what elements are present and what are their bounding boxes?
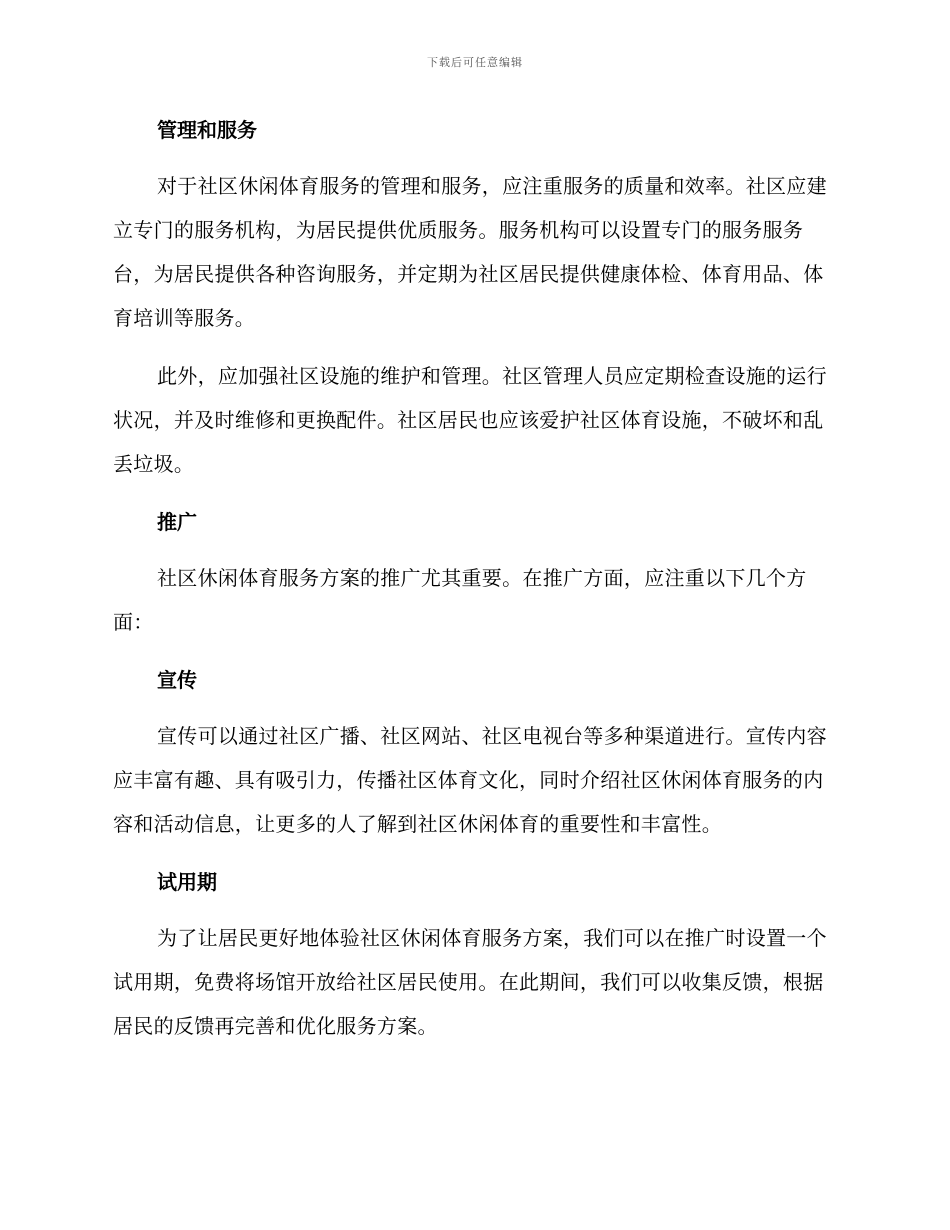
section-management-service (113, 108, 833, 500)
section-heading: 管理和服务 (157, 118, 257, 142)
section-heading: 宣传 (157, 668, 197, 692)
section-heading: 推广 (157, 510, 197, 534)
paragraph: 社区休闲体育服务方案的推广尤其重要。在推广方面，应注重以下几个方面： (113, 566, 807, 634)
section-promotion (113, 500, 833, 658)
section-publicity (113, 658, 833, 860)
section-trial-period (113, 860, 833, 1048)
page-header: 下载后可任意编辑 (427, 56, 523, 69)
section-heading: 试用期 (157, 870, 217, 894)
paragraph: 此外，应加强社区设施的维护和管理。社区管理人员应定期检查设施的运行状况，并及时维修和更换配件。社区居民也应该爱护社区体育设施，不破坏和乱丢垃圾。 (113, 364, 827, 476)
paragraph: 宣传可以通过社区广播、社区网站、社区电视台等多种渠道进行。宣传内容应丰富有趣、具有吸引力，传播社区体育文化，同时介绍社区休闲体育服务的内容和活动信息，让更多的人了解到社区休闲体育的重要性和丰富性。 (113, 724, 827, 836)
paragraph: 为了让居民更好地体验社区休闲体育服务方案，我们可以在推广时设置一个试用期，免费将场馆开放给社区居民使用。在此期间，我们可以收集反馈，根据居民的反馈再完善和优化服务方案。 (113, 926, 827, 1038)
document-body (113, 108, 833, 1048)
paragraph: 对于社区休闲体育服务的管理和服务，应注重服务的质量和效率。社区应建立专门的服务机构，为居民提供优质服务。服务机构可以设置专门的服务服务台，为居民提供各种咨询服务，并定期为社区居民提供健康体检、体育用品、体育培训等服务。 (113, 174, 827, 330)
